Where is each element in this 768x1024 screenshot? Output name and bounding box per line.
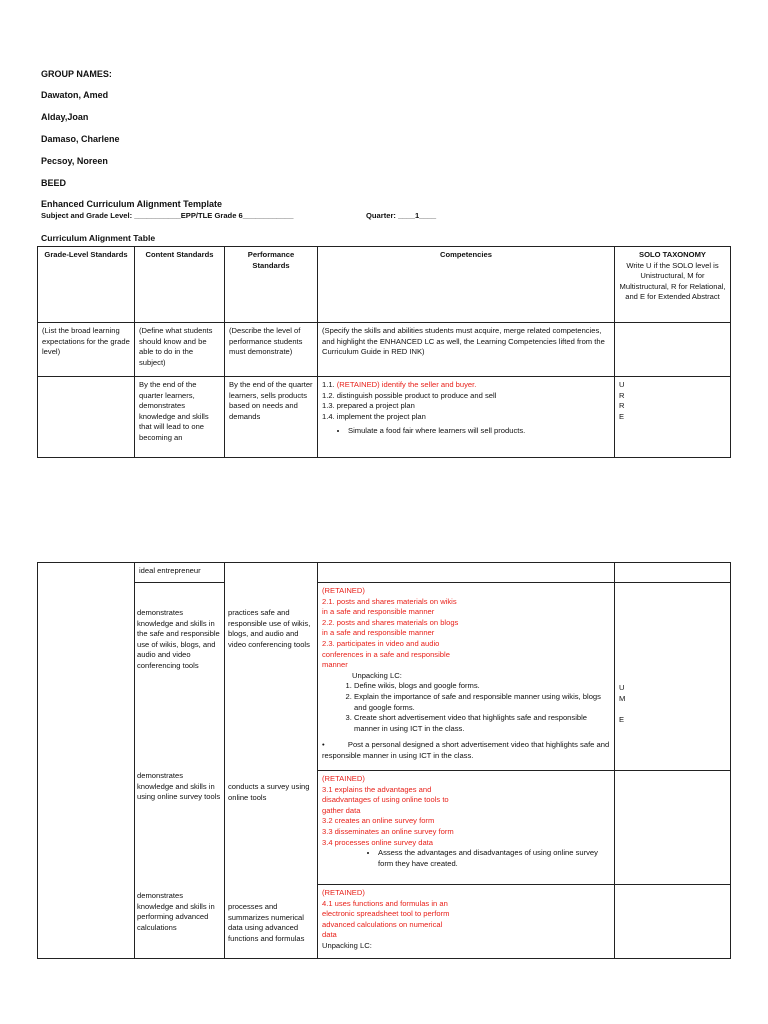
competency-line: 3.1 explains the advantages and: [322, 784, 432, 794]
row-competencies: [318, 563, 615, 583]
member-name: Alday,Joan: [41, 112, 89, 122]
competency-line: in a safe and responsible manner: [322, 607, 435, 617]
unpacking-step: 1. Define wikis, blogs and google forms.: [354, 681, 610, 692]
row-performance: By the end of the quarter learners, sells products based on needs and demands: [225, 377, 318, 458]
unpacking-label: Unpacking LC:: [352, 670, 402, 680]
retained-label: (RETAINED): [322, 586, 365, 595]
header-grade-level: Grade-Level Standards: [38, 247, 135, 323]
solo-level: U: [619, 380, 625, 389]
row-solo: [615, 377, 731, 458]
unpacking-step: 2. Explain the importance of safe and responsible manner using wikis, blogs and google forms.: [354, 692, 610, 713]
row-grade-level: [38, 563, 135, 959]
member-name: Dawaton, Amed: [41, 90, 109, 100]
header-content-standards: Content Standards: [135, 247, 225, 323]
program-label: BEED: [41, 178, 67, 188]
competency-line: 3.4 processes online survey data: [322, 837, 434, 847]
table-row: [38, 377, 731, 458]
activity-item: • Simulate a food fair where learners will sell products.: [348, 426, 610, 437]
performance-standard-2: practices safe and responsible use of wikis, blogs, and audio and video conferencing tools: [228, 608, 311, 649]
member-name: Pecsoy, Noreen: [41, 156, 108, 166]
competency-line: 3.2 creates an online survey form: [322, 816, 435, 826]
curriculum-alignment-table: [37, 246, 731, 458]
competency-item: [322, 380, 610, 391]
competency-line: 3.3 disseminates an online survey form: [322, 826, 454, 836]
competency-item: 1.4. implement the project plan: [322, 411, 426, 421]
group-names-label: GROUP NAMES:: [41, 69, 112, 79]
retained-label: (RETAINED): [322, 774, 365, 783]
solo-level: M: [619, 693, 626, 703]
activity-item: • Assess the advantages and disadvantages of using online survey form they have created.: [378, 848, 610, 869]
row-solo: [615, 885, 731, 959]
solo-title: SOLO TAXONOMY: [639, 250, 706, 259]
desc-grade-level: (List the broad learning expectations for the grade level): [38, 323, 135, 377]
row-content: By the end of the quarter learners, demonstrates knowledge and skills that will lead to one becoming an: [135, 377, 225, 458]
row-solo: [615, 583, 731, 771]
competency-retained: (RETAINED) identify the seller and buyer.: [336, 380, 477, 389]
row-competencies: [318, 377, 615, 458]
content-standard-4: demonstrates knowledge and skills in performing advanced calculations: [137, 891, 215, 932]
competency-line: disadvantages of using online tools to: [322, 795, 449, 805]
solo-level: E: [619, 411, 625, 421]
competency-line: manner: [322, 660, 348, 670]
row-grade-level: [38, 377, 135, 458]
header-solo: [615, 247, 731, 323]
row-competencies: [318, 583, 615, 771]
content-standard-2: demonstrates knowledge and skills in the safe and responsible use of wikis, blogs, and audio and video conferencing tools: [137, 608, 220, 670]
row-competencies: [318, 885, 615, 959]
solo-description: Write U if the SOLO level is Unistructural, M for Multistructural, R for Relational, and E for Extended Abstract: [619, 260, 726, 302]
competency-line: conferences in a safe and responsible: [322, 649, 450, 659]
content-standard-3: demonstrates knowledge and skills in using online survey tools: [137, 771, 221, 802]
competency-item: 1.2. distinguish possible product to produce and sell: [322, 390, 497, 400]
solo-level: E: [619, 714, 625, 724]
desc-content: (Define what students should know and be able to do in the subject): [135, 323, 225, 377]
activity-text: Post a personal designed a short advertisement video that highlights safe and responsible manner in using ICT in the class.: [322, 740, 610, 760]
quarter-label: Quarter: ____1____: [366, 211, 437, 220]
row-solo: [615, 771, 731, 885]
subject-grade-level: Subject and Grade Level: ___________EPP/TLE Grade 6____________: [41, 211, 294, 220]
competency-line: gather data: [322, 805, 361, 815]
desc-performance: (Describe the level of performance students must demonstrate): [225, 323, 318, 377]
row-solo: [615, 563, 731, 583]
row-competencies: [318, 771, 615, 885]
performance-standard-3: conducts a survey using online tools: [228, 782, 310, 802]
header-competencies: Competencies: [318, 247, 615, 323]
performance-standard-4: processes and summarizes numerical data using advanced functions and formulas: [228, 902, 305, 943]
competency-line: in a safe and responsible manner: [322, 628, 435, 638]
competency-line: advanced calculations on numerical: [322, 919, 443, 929]
competency-line: data: [322, 930, 337, 940]
unpacking-step: 3. Create short advertisement video that highlights safe and responsible manner in using ICT in the class.: [354, 713, 610, 734]
activity-item: [322, 740, 610, 761]
unpacking-label: Unpacking LC:: [322, 940, 372, 950]
competency-number: 1.1.: [322, 380, 337, 389]
template-title: Enhanced Curriculum Alignment Template: [41, 199, 223, 209]
desc-competencies: (Specify the skills and abilities students must acquire, merge related competencies, and highlight the ENHANCED LC as well, the Learning Competencies lifted from the Curriculum Guide in RED INK): [318, 323, 615, 377]
member-name: Damaso, Charlene: [41, 134, 120, 144]
solo-level: R: [619, 401, 625, 411]
header-performance-standards: Performance Standards: [225, 247, 318, 323]
competency-line: 4.1 uses functions and formulas in an: [322, 898, 448, 908]
bullet-icon: •: [322, 740, 348, 750]
retained-label: (RETAINED): [322, 888, 365, 897]
unpacking-steps: [322, 681, 610, 734]
competency-item: 1.3. prepared a project plan: [322, 401, 415, 411]
competency-line: 2.3. participates in video and audio: [322, 638, 440, 648]
competency-line: 2.1. posts and shares materials on wikis: [322, 596, 457, 606]
activity-list: [322, 426, 610, 437]
solo-level: U: [619, 683, 625, 692]
competency-line: 2.2. posts and shares materials on blogs: [322, 617, 459, 627]
row-content: ideal entrepreneur: [135, 563, 225, 583]
table-row: [38, 563, 731, 583]
solo-level: R: [619, 390, 625, 400]
solo-level: [619, 704, 726, 715]
activity-list: [322, 848, 610, 869]
desc-solo: [615, 323, 731, 377]
table-row: [38, 323, 731, 377]
table-header-row: [38, 247, 731, 323]
table-title: Curriculum Alignment Table: [41, 233, 156, 243]
competency-line: electronic spreadsheet tool to perform: [322, 909, 450, 919]
